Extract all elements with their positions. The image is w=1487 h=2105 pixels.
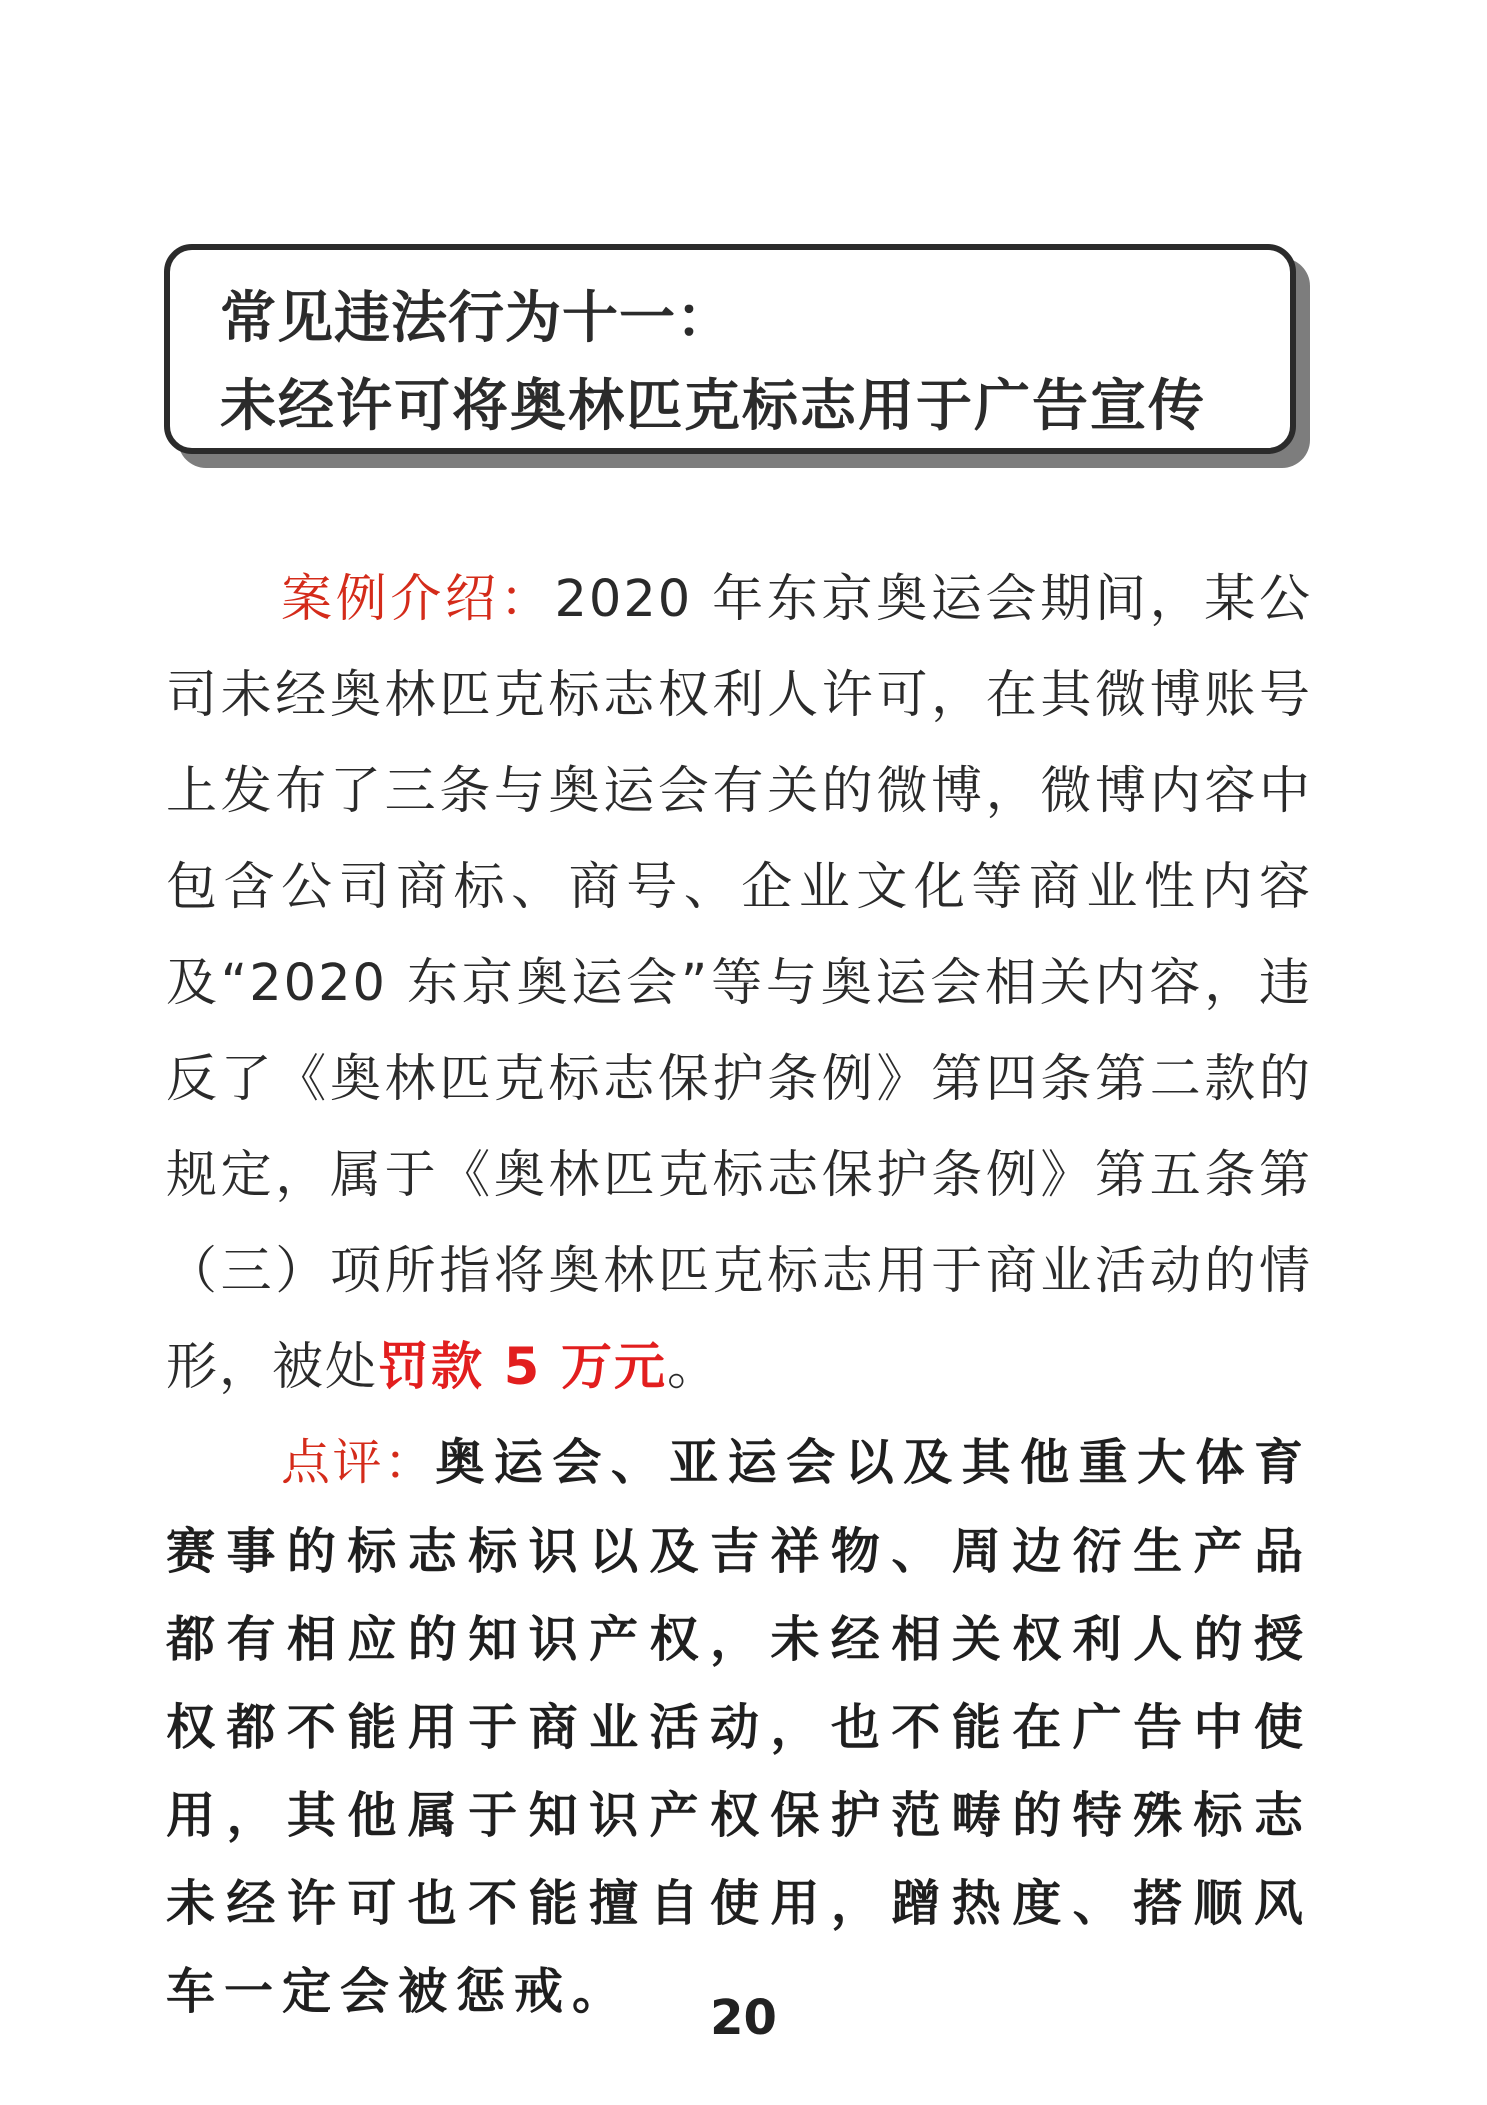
section-title-line-2: 未经许可将奥林匹克标志用于广告宣传 — [220, 374, 1206, 439]
case-introduction-paragraph — [166, 552, 1312, 1416]
case-introduction-label: 案例介绍： — [281, 570, 555, 629]
section-title-box — [164, 244, 1296, 454]
commentary-label: 点评： — [281, 1434, 436, 1491]
commentary-paragraph — [166, 1418, 1312, 2035]
case-introduction-text: 2020 年东京奥运会期间，某公司未经奥林匹克标志权利人许可，在其微博账号上发布了三条与奥运会有关的微博，微博内容中包含公司商标、商号、企业文化等商业性内容及“2020 东京奥运会”等与奥运会相关内容，违反了《奥林匹克标志保护条例》第四条第二款的规定，属于《奥林匹克标志保护条例》第五条第（三）项所指将奥林匹克标志用于商业活动的情形，被处 — [166, 570, 1312, 1397]
commentary-text: 奥运会、亚运会以及其他重大体育赛事的标志标识以及吉祥物、周边衍生产品都有相应的知识产权，未经相关权利人的授权都不能用于商业活动，也不能在广告中使用，其他属于知识产权保护范畴的特殊标志未经许可也不能擅自使用，蹭热度、搭顺风车一定会被惩戒。 — [166, 1433, 1312, 2020]
section-title-line-1: 常见违法行为十一： — [220, 286, 733, 351]
case-introduction-end: 。 — [667, 1338, 721, 1397]
page-number: 20 — [710, 1990, 777, 2046]
penalty-highlight: 罚款 5 万元 — [378, 1338, 668, 1397]
